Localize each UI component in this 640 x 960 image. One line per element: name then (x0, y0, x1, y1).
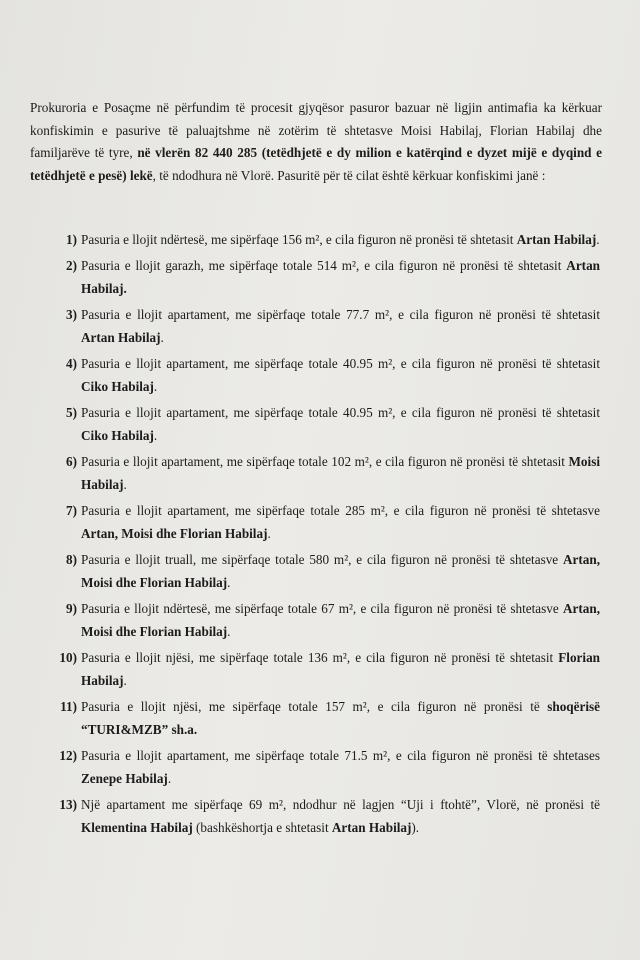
item-owner: Florian Habilaj (81, 650, 600, 688)
property-item (40, 744, 600, 790)
item-owner: shoqërisë “TURI&MZB” sh.a. (81, 699, 600, 737)
item-number: 12) (59, 748, 77, 763)
item-suffix: . (227, 624, 231, 639)
item-number: 10) (59, 650, 77, 665)
property-item (40, 793, 600, 839)
item-owner: Artan, Moisi dhe Florian Habilaj (81, 526, 268, 541)
item-description: Pasuria e llojit njësi, me sipërfaqe totale 136 m², e cila figuron në pronësi të shtetasit (81, 650, 559, 665)
item-suffix-secondary: ). (411, 820, 420, 835)
item-owner: Artan, Moisi dhe Florian Habilaj (81, 552, 600, 590)
item-number: 2) (66, 258, 77, 273)
property-item (40, 401, 600, 447)
item-owner: Klementina Habilaj (81, 820, 193, 835)
item-owner-secondary: Artan Habilaj (331, 820, 412, 835)
property-item (40, 254, 600, 300)
item-number: 4) (66, 356, 77, 371)
item-suffix: . (123, 673, 127, 688)
item-number: 7) (66, 503, 77, 518)
item-description: Pasuria e llojit apartament, me sipërfaqe totale 40.95 m², e cila figuron në pronësi të shtetasit (81, 356, 600, 371)
item-description: Pasuria e llojit truall, me sipërfaqe totale 580 m², e cila figuron në pronësi të shtetasve (81, 552, 563, 567)
property-list (40, 228, 600, 842)
property-item (40, 646, 600, 692)
item-number: 9) (66, 601, 77, 616)
item-owner: Zenepe Habilaj (81, 771, 168, 786)
property-item (40, 548, 600, 594)
item-suffix: . (596, 232, 600, 247)
property-item (40, 228, 600, 251)
item-number: 3) (66, 307, 77, 322)
property-item (40, 597, 600, 643)
item-description: Pasuria e llojit ndërtesë, me sipërfaqe totale 67 m², e cila figuron në pronësi të shtetasve (81, 601, 563, 616)
item-description: Pasuria e llojit apartament, me sipërfaqe totale 102 m², e cila figuron në pronësi të shtetasit (81, 454, 569, 469)
item-suffix: . (153, 428, 158, 443)
item-owner: Ciko Habilaj (81, 428, 154, 443)
item-description: Një apartament me sipërfaqe 69 m², ndodhur në lagjen “Uji i ftohtë”, Vlorë, në pronësi të (81, 797, 600, 812)
item-owner: Artan Habilaj. (81, 258, 600, 296)
item-suffix: . (160, 330, 164, 345)
property-item (40, 499, 600, 545)
item-owner: Artan, Moisi dhe Florian Habilaj (81, 601, 600, 639)
item-number: 5) (66, 405, 77, 420)
item-description: Pasuria e llojit apartament, me sipërfaqe totale 77.7 m², e cila figuron në pronësi të shtetasit (81, 307, 600, 322)
item-suffix: . (167, 771, 172, 786)
intro-paragraph (30, 97, 602, 187)
confiscation-amount: në vlerën 82 440 285 (tetëdhjetë e dy milion e katërqind e dyzet mijë e dyqind e tetëdhjetë e pesë) lekë (30, 145, 602, 183)
property-item (40, 695, 600, 741)
item-number: 13) (59, 797, 77, 812)
item-description: Pasuria e llojit apartament, me sipërfaqe totale 40.95 m², e cila figuron në pronësi të shtetasit (81, 405, 600, 420)
item-description: Pasuria e llojit apartament, me sipërfaqe totale 71.5 m², e cila figuron në pronësi të shtetases (81, 748, 600, 763)
item-owner: Artan Habilaj (516, 232, 597, 247)
item-suffix: (bashkëshortja e shtetasit (192, 820, 332, 835)
intro-text-start: Prokuroria e Posaçme në përfundim të procesit gjyqësor pasuror bazuar në ligjin antimafia ka kërkuar konfiskimin e pasurive të paluajtshme në zotërim të shtetasve Moisi Habilaj, Florian Habilaj dhe familjarëve të tyre, (30, 100, 602, 161)
property-item (40, 303, 600, 349)
item-description: Pasuria e llojit apartament, me sipërfaqe totale 285 m², e cila figuron në pronësi të shtetasve (81, 503, 600, 518)
item-owner: Artan Habilaj (81, 330, 161, 345)
item-suffix: . (267, 526, 271, 541)
item-number: 8) (66, 552, 77, 567)
item-suffix: . (227, 575, 231, 590)
property-item (40, 450, 600, 496)
item-number: 6) (66, 454, 77, 469)
item-description: Pasuria e llojit njësi, me sipërfaqe totale 157 m², e cila figuron në pronësi të (81, 699, 548, 714)
item-number: 11) (60, 699, 77, 714)
item-owner: Moisi Habilaj (81, 454, 600, 492)
item-description: Pasuria e llojit ndërtesë, me sipërfaqe 156 m², e cila figuron në pronësi të shtetasit (81, 232, 517, 247)
item-description: Pasuria e llojit garazh, me sipërfaqe totale 514 m², e cila figuron në pronësi të shtetasit (81, 258, 567, 273)
item-suffix: . (123, 477, 127, 492)
item-suffix: . (153, 379, 158, 394)
intro-text-end: , të ndodhura në Vlorë. Pasuritë për të cilat është kërkuar konfiskimi janë : (152, 167, 546, 183)
property-item (40, 352, 600, 398)
item-number: 1) (66, 232, 77, 247)
item-owner: Ciko Habilaj (81, 379, 154, 394)
